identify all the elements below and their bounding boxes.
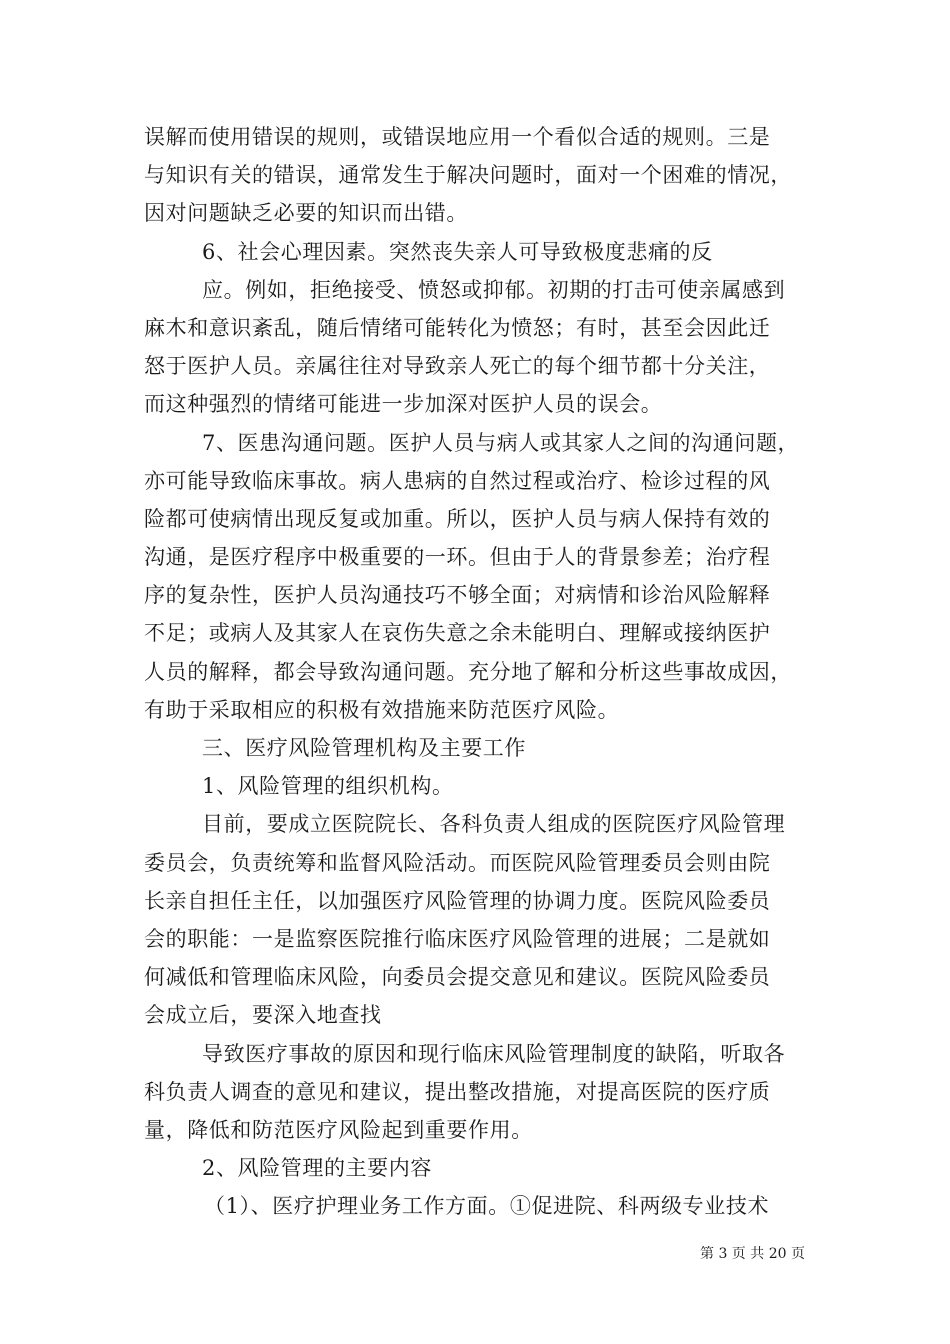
body-line: 何减低和管理临床风险，向委员会提交意见和建议。医院风险委员 <box>144 965 771 990</box>
body-line: 有助于采取相应的积极有效措施来防范医疗风险。 <box>144 697 620 722</box>
body-line: 导致医疗事故的原因和现行临床风险管理制度的缺陷，听取各 <box>202 1041 786 1066</box>
body-line: 因对问题缺乏必要的知识而出错。 <box>144 201 468 226</box>
body-line: 应。例如，拒绝接受、愤怒或抑郁。初期的打击可使亲属感到 <box>202 277 786 302</box>
section-6-heading-line: 6、社会心理因素。突然丧失亲人可导致极度悲痛的反 <box>202 239 713 264</box>
body-line: 量，降低和防范医疗风险起到重要作用。 <box>144 1117 533 1142</box>
body-line: 会成立后，要深入地查找 <box>144 1003 382 1028</box>
subsection-1-heading: 1、风险管理的组织机构。 <box>202 774 454 799</box>
body-line: 会的职能：一是监察医院推行临床医疗风险管理的进展；二是就如 <box>144 926 771 951</box>
section-7-heading-line: 7、医患沟通问题。医护人员与病人或其家人之间的沟通问题， <box>202 430 800 455</box>
body-line: 科负责人调查的意见和建议，提出整改措施，对提高医院的医疗质 <box>144 1079 771 1104</box>
document-body <box>144 118 824 1225</box>
body-line: 不足；或病人及其家人在哀伤失意之余未能明白、理解或接纳医护 <box>144 621 771 646</box>
body-line: 目前，要成立医院院长、各科负责人组成的医院医疗风险管理 <box>202 812 786 837</box>
body-line: 亦可能导致临床事故。病人患病的自然过程或治疗、检诊过程的风 <box>144 468 771 493</box>
body-line: 误解而使用错误的规则，或错误地应用一个看似合适的规则。三是 <box>144 125 771 149</box>
body-line: 怒于医护人员。亲属往往对导致亲人死亡的每个细节都十分关注， <box>144 354 771 379</box>
body-line: 而这种强烈的情绪可能进一步加深对医护人员的误会。 <box>144 392 663 417</box>
body-line: 人员的解释，都会导致沟通问题。充分地了解和分析这些事故成因， <box>144 659 792 684</box>
section-3-heading: 三、医疗风险管理机构及主要工作 <box>202 736 526 760</box>
body-line: 委员会，负责统筹和监督风险活动。而医院风险管理委员会则由院 <box>144 850 771 875</box>
body-line: 险都可使病情出现反复或加重。所以，医护人员与病人保持有效的 <box>144 506 771 531</box>
body-line: 麻木和意识紊乱，随后情绪可能转化为愤怒；有时，甚至会因此迁 <box>144 315 771 340</box>
item-1-heading-line: （1）、医疗护理业务工作方面。①促进院、科两级专业技术 <box>204 1194 770 1219</box>
body-line: 序的复杂性，医护人员沟通技巧不够全面；对病情和诊治风险解释 <box>144 583 771 608</box>
body-line: 沟通，是医疗程序中极重要的一环。但由于人的背景参差；治疗程 <box>144 545 771 570</box>
subsection-2-heading: 2、风险管理的主要内容 <box>202 1156 432 1181</box>
page-number-footer: 第 3 页 共 20 页 <box>700 1246 805 1262</box>
body-line: 与知识有关的错误，通常发生于解决问题时，面对一个困难的情况， <box>144 163 792 188</box>
body-line: 长亲自担任主任，以加强医疗风险管理的协调力度。医院风险委员 <box>144 888 771 913</box>
